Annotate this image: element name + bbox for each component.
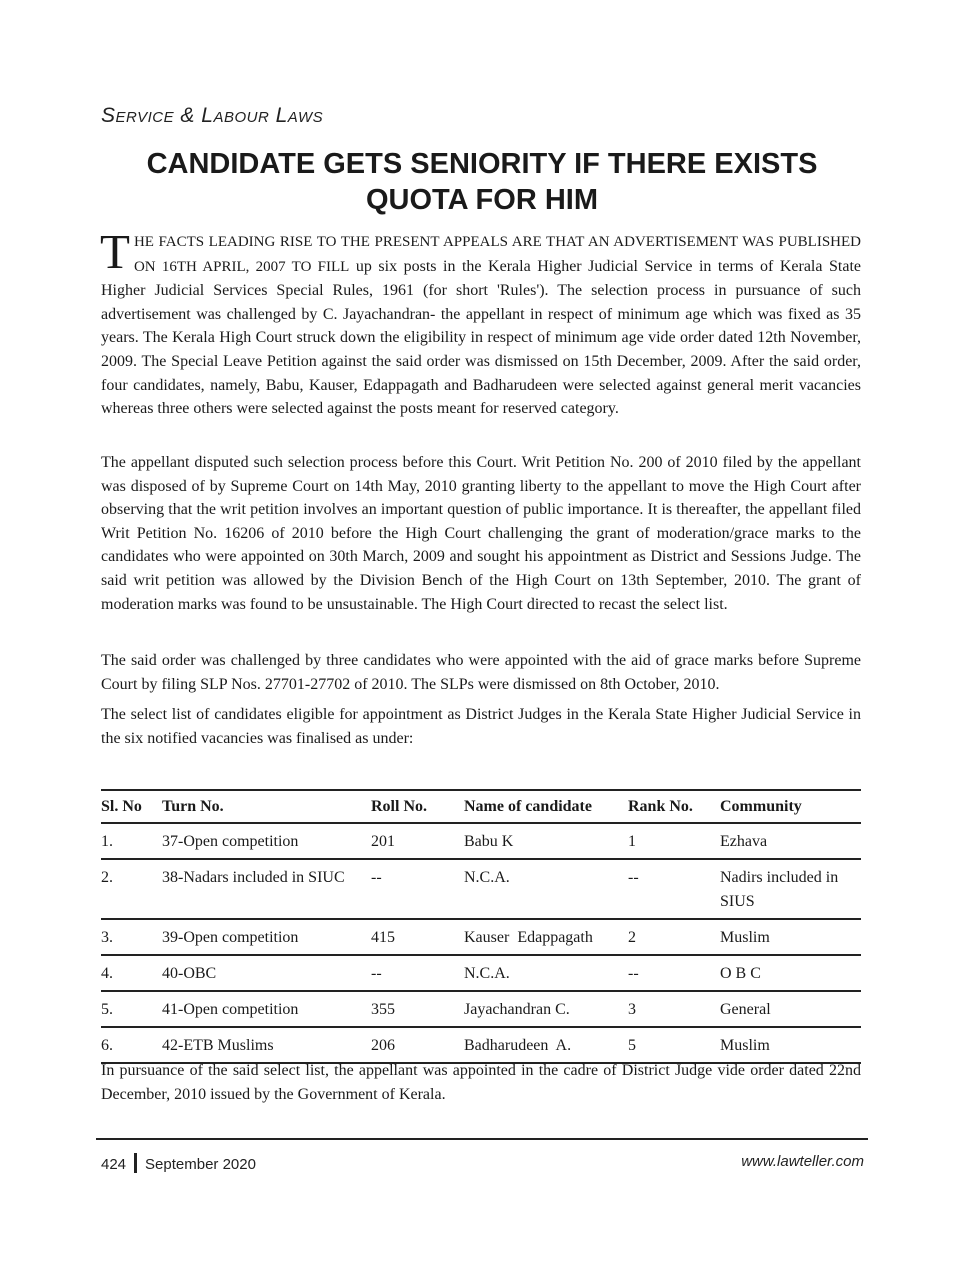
cell-community: Nadirs included in SIUS [720,869,839,910]
cell-name: Badharudeen A. [464,1037,572,1054]
col-header-turn-no: Turn No. [162,790,371,823]
cell-rank-no: 5 [628,1037,636,1054]
paragraph-1-text: up six posts in the Kerala Higher Judicial Service in terms of Kerala State Higher Judicial Services Special Rules, 1961 (for short 'Rules'). The selection process in pursuance of such advertisement was challenged by C. Jayachandran- the appellant in respect of minimum age which was fixed as 35 years. The Kerala High Court struck down the eligibility in respect of minimum age vide order dated 12th November, 2009. The Special Leave Petition against the said order was dismissed on 15th December, 2009. After the said order, four candidates, namely, Babu, Kauser, Edappagath and Badharudeen were selected against general merit vacancies whereas three others were selected against the posts meant for reserved category. [101,257,861,418]
cell-turn-no: 40-OBC [162,965,217,982]
issue-date: September 2020 [145,1156,256,1173]
cell-name: N.C.A. [464,965,510,982]
cell-name: N.C.A. [464,869,510,886]
drop-cap: T [100,224,130,279]
cell-turn-no: 38-Nadars included in SIUC [162,869,345,886]
cell-community: Muslim [720,929,770,946]
cell-sl-no: 3. [101,929,113,946]
cell-roll-no: 415 [371,929,395,946]
cell-roll-no: 355 [371,1001,395,1018]
table-row [101,919,861,955]
cell-name: Jayachandran C. [464,1001,570,1018]
article-title: CANDIDATE GETS SENIORITY IF THERE EXISTS QUOTA FOR HIM [146,148,818,216]
paragraph-1 [100,224,861,421]
cell-rank-no: 1 [628,833,636,850]
cell-rank-no: -- [628,965,639,982]
table-header-row [101,790,861,823]
website-url: www.lawteller.com [741,1153,864,1170]
cell-turn-no: 41-Open competition [162,1001,299,1018]
cell-rank-no: 2 [628,929,636,946]
cell-turn-no: 37-Open competition [162,833,299,850]
cell-sl-no: 4. [101,965,113,982]
table-row [101,955,861,991]
paragraph-4: The select list of candidates eligible for appointment as District Judges in the Kerala State Higher Judicial Service in the six notified vacancies was finalised as under: [101,706,861,747]
cell-sl-no: 5. [101,1001,113,1018]
cell-community: Muslim [720,1037,770,1054]
paragraph-3: The said order was challenged by three candidates who were appointed with the aid of grace marks before Supreme Court by filing SLP Nos. 27701-27702 of 2010. The SLPs were dismissed on 8th October, 2010. [101,652,861,693]
footer-divider [96,1138,868,1140]
table-row [101,823,861,859]
cell-community: O B C [720,965,761,982]
page-number: 424 [101,1156,127,1173]
lead-in-caps: HE FACTS LEADING RISE TO THE PRESENT APPEALS ARE THAT AN ADVERTISEMENT WAS PUBLISHED ON 16TH APRIL, 2007 TO FILL [133,234,861,275]
cell-turn-no: 39-Open competition [162,929,299,946]
col-header-roll-no: Roll No. [371,790,464,823]
cell-community: General [720,1001,771,1018]
cell-roll-no: 201 [371,833,395,850]
cell-rank-no: -- [628,869,639,886]
col-header-rank-no: Rank No. [628,790,720,823]
cell-sl-no: 2. [101,869,113,886]
table-row [101,991,861,1027]
select-list-table [101,789,861,1064]
cell-roll-no: 206 [371,1037,395,1054]
cell-community: Ezhava [720,833,768,850]
paragraph-2: The appellant disputed such selection process before this Court. Writ Petition No. 200 of 2010 filed by the appellant was disposed of by Supreme Court on 14th May, 2010 granting liberty to the appellant to move the High Court after observing that the writ petition involves an important question of public importance. It is thereafter, the appellant filed Writ Petition No. 16206 of 2010 before the High Court challenging the grant of moderation/grace marks to the candidates who were appointed on 30th March, 2009 and sought his appointment as District and Sessions Judge. The said writ petition was allowed by the Division Bench of the High Court on 13th September, 2010. The grant of moderation marks was found to be unsustainable. The High Court directed to recast the select list. [101,454,861,613]
footer-left [101,1153,256,1173]
cell-turn-no: 42-ETB Muslims [162,1037,274,1054]
table-row [101,1027,861,1063]
table-row [101,859,861,919]
cell-rank-no: 3 [628,1001,636,1018]
col-header-sl-no: Sl. No [101,790,162,823]
cell-name: Babu K [464,833,514,850]
cell-roll-no: -- [371,869,382,886]
col-header-name: Name of candidate [464,790,628,823]
col-header-community: Community [720,790,861,823]
paragraph-5: In pursuance of the said select list, the appellant was appointed in the cadre of District Judge vide order dated 22nd December, 2010 issued by the Government of Kerala. [101,1062,861,1103]
cell-name: Kauser Edappagath [464,929,593,946]
cell-sl-no: 1. [101,833,113,850]
cell-sl-no: 6. [101,1037,113,1054]
section-label: Service & Labour Laws [101,104,324,127]
footer-separator [134,1153,137,1173]
cell-roll-no: -- [371,965,382,982]
